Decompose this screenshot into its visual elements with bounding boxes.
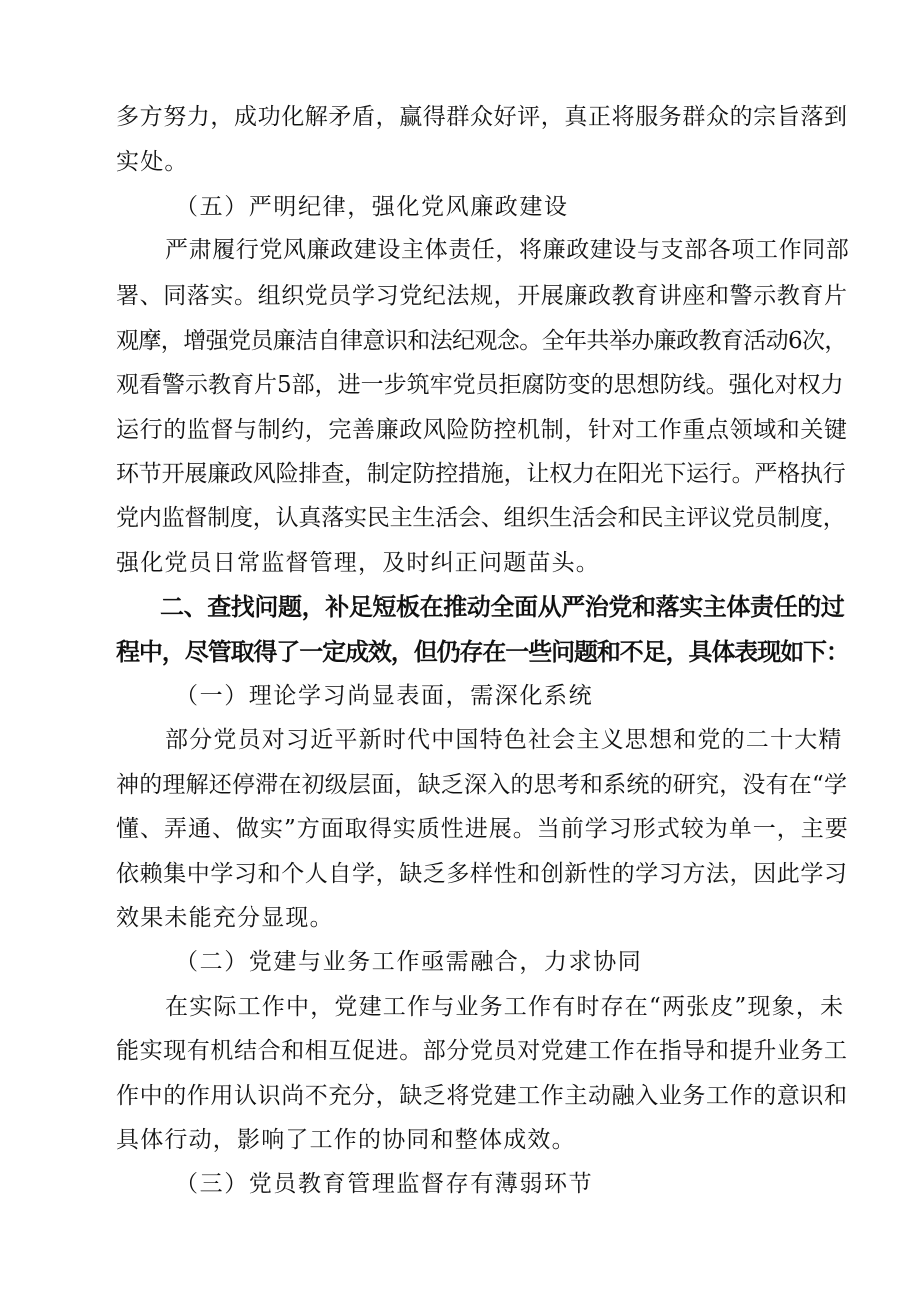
body-line: 作中的作用认识尚不充分，缺乏将党建工作主动融入业务工作的意识和 xyxy=(116,1083,848,1109)
body-line: 环节开展廉政风险排查，制定防控措施，让权力在阳光下运行。严格执行 xyxy=(116,461,846,487)
body-line: 观看警示教育片5部，进一步筑牢党员拒腐防变的思想防线。强化对权力 xyxy=(116,372,844,398)
chapter-heading-2: 二、查找问题，补足短板在推动全面从严治党和落实主体责任的过 xyxy=(160,593,845,621)
body-line: 署、同落实。组织党员学习党纪法规，开展廉政教育讲座和警示教育片 xyxy=(116,283,848,309)
body-line: 运行的监督与制约，完善廉政风险防控机制，针对工作重点领域和关键 xyxy=(116,417,848,443)
section-heading-1: （一）理论学习尚显表面，需深化系统 xyxy=(175,683,594,709)
chapter-heading-2-continued: 程中，尽管取得了一定成效，但仍存在一些问题和不足，具体表现如下： xyxy=(116,638,849,666)
body-line: 在实际工作中，党建工作与业务工作有时存在“两张皮”现象，未 xyxy=(165,994,845,1020)
body-line: 能实现有机结合和相互促进。部分党员对党建工作在指导和提升业务工 xyxy=(116,1038,848,1064)
body-line: 观摩，增强党员廉洁自律意识和法纪观念。全年共举办廉政教育活动6次， xyxy=(116,328,847,354)
body-line: 党内监督制度，认真落实民主生活会、组织生活会和民主评议党员制度， xyxy=(116,505,846,531)
body-line: 部分党员对习近平新时代中国特色社会主义思想和党的二十大精 xyxy=(165,727,843,753)
body-line: 多方努力，成功化解矛盾，赢得群众好评，真正将服务群众的宗旨落到 xyxy=(116,104,848,130)
body-line: 神的理解还停滞在初级层面，缺乏深入的思考和系统的研究，没有在“学 xyxy=(116,772,848,798)
body-line: 实处。 xyxy=(116,149,189,175)
body-line: 强化党员日常监督管理，及时纠正问题苗头。 xyxy=(116,550,600,576)
section-heading-2: （二）党建与业务工作亟需融合，力求协同 xyxy=(175,949,643,975)
body-line: 具体行动，影响了工作的协同和整体成效。 xyxy=(116,1127,576,1153)
section-heading-5: （五）严明纪律，强化党风廉政建设 xyxy=(175,194,569,220)
body-line: 依赖集中学习和个人自学，缺乏多样性和创新性的学习方法，因此学习 xyxy=(116,861,848,887)
body-line: 效果未能充分显现。 xyxy=(116,905,334,931)
section-heading-3: （三）党员教育管理监督存有薄弱环节 xyxy=(175,1171,594,1197)
body-line: 严肃履行党风廉政建设主体责任，将廉政建设与支部各项工作同部 xyxy=(165,237,850,263)
body-line: 懂、弄通、做实”方面取得实质性进展。当前学习形式较为单一，主要 xyxy=(116,816,849,842)
